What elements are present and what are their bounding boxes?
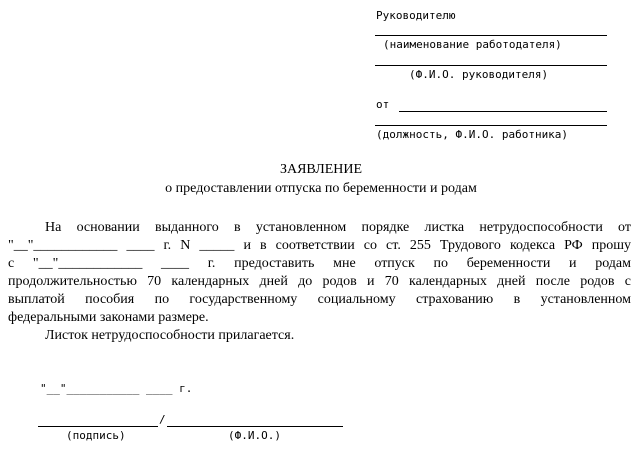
body-line-4: продолжительностью 70 календарных дней до родов и 70 календарных дней после родов с (8, 274, 631, 289)
body-line-1: На основании выданного в установленном порядке листка нетрудоспособности от (45, 220, 631, 235)
full-name-hint: (Ф.И.О.) (228, 429, 281, 442)
signature-hint: (подпись) (66, 429, 126, 442)
body-line-6: федеральными законами размере. (8, 310, 209, 325)
employer-name-line (375, 35, 607, 36)
body-line-3: с "__"____________ ____ г. предоставить мне отпуск по беременности и родам (8, 256, 631, 271)
body-line-5: выплатой пособия по государственному социальному страхованию в установленном (8, 292, 631, 307)
manager-name-hint: (Ф.И.О. руководителя) (409, 68, 549, 81)
addressee-label: Руководителю (376, 9, 456, 22)
signature-slash: / (159, 413, 166, 426)
employee-hint: (должность, Ф.И.О. работника) (376, 128, 569, 141)
employer-name-hint: (наименование работодателя) (383, 38, 562, 51)
body-line-2: "__"____________ ____ г. N _____ и в соответствии со ст. 255 Трудового кодекса РФ прошу (8, 238, 631, 253)
document-subtitle: о предоставлении отпуска по беременности и родам (165, 181, 477, 196)
from-label: от (376, 98, 390, 111)
full-name-line (167, 426, 343, 427)
attachment-note: Листок нетрудоспособности прилагается. (45, 328, 295, 343)
signature-date: "__"___________ ____ г. (40, 382, 193, 395)
signature-line (38, 426, 158, 427)
employee-line (375, 125, 607, 126)
from-line (399, 111, 607, 112)
document-title: ЗАЯВЛЕНИЕ (279, 162, 363, 177)
manager-name-line (375, 65, 607, 66)
